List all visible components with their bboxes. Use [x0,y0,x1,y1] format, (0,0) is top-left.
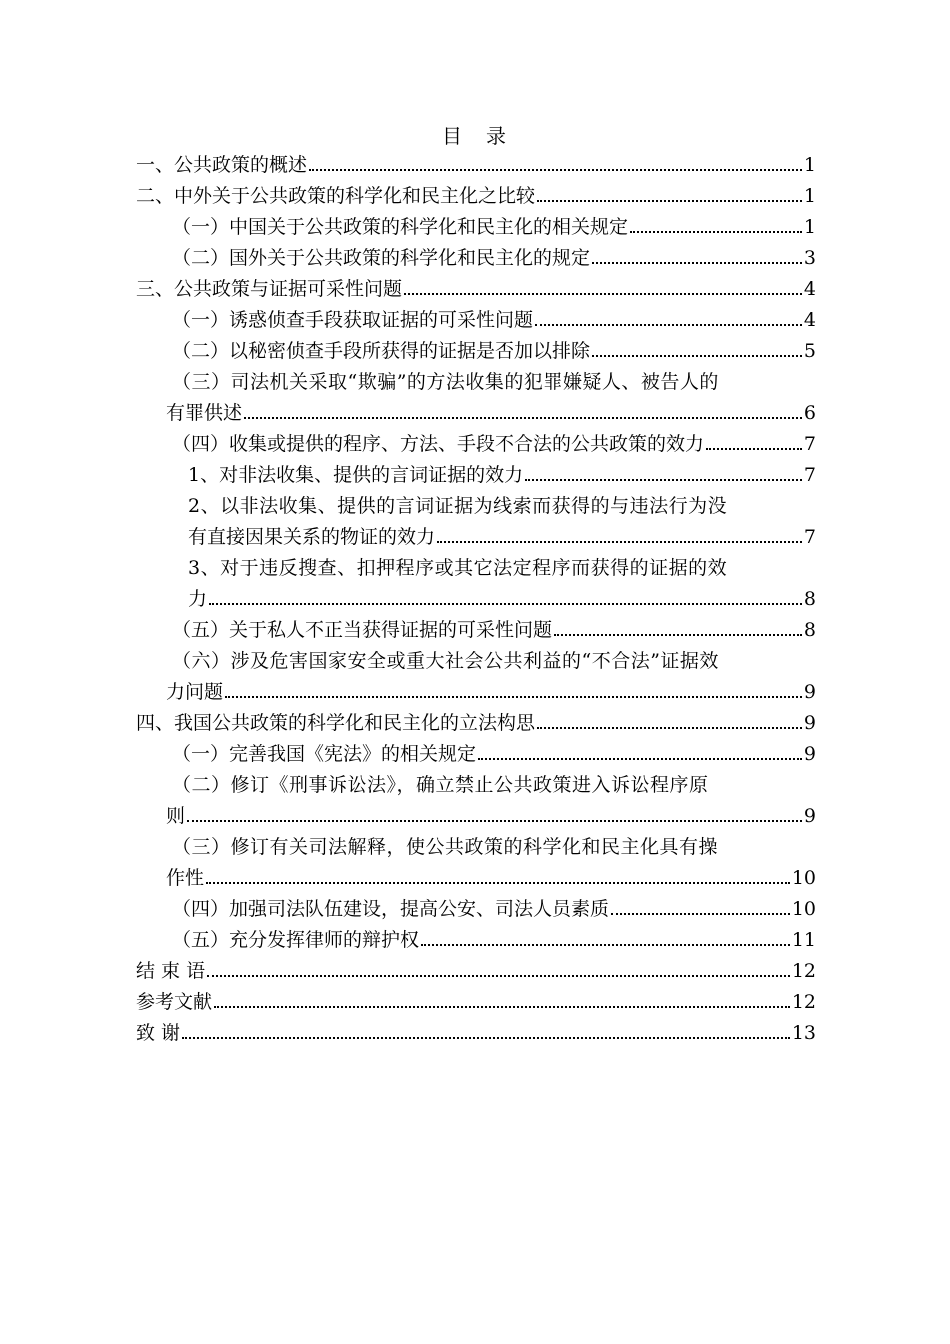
toc-entry[interactable] [136,832,816,894]
toc-entry-label: 1、对非法收集、提供的言词证据的效力 [188,464,524,486]
toc-entry-page: 5 [803,340,816,362]
toc-entry[interactable] [136,615,816,646]
toc-entry-label: 四、我国公共政策的科学化和民主化的立法构思 [136,712,536,734]
toc-entry-label: 结 束 语 [136,960,206,982]
toc-entry[interactable] [136,925,816,956]
toc-entry[interactable] [136,708,816,739]
dot-leader [404,293,802,295]
toc-entry-page: 9 [803,712,816,734]
toc-entry-page: 10 [791,898,816,920]
toc-entry-label: （二）国外关于公共政策的科学化和民主化的规定 [172,247,591,269]
toc-entry-page: 11 [791,929,816,951]
toc-entry-label-line1: （三）修订有关司法解释，使公共政策的科学化和民主化具有操 [172,836,719,858]
toc-entry-page: 1 [803,154,816,176]
toc-entry-page: 13 [791,1022,816,1044]
toc-entry-page: 12 [791,991,816,1013]
toc-entry-label-line2: 有罪供述 [166,402,243,424]
toc-entry-label: 三、公共政策与证据可采性问题 [136,278,403,300]
toc-entry[interactable] [136,739,816,770]
toc-entry-label: （五）关于私人不正当获得证据的可采性问题 [172,619,553,641]
toc-entry[interactable] [136,956,816,987]
toc-entry[interactable] [136,181,816,212]
toc-entry-label-line1: （二）修订《刑事诉讼法》，确立禁止公共政策进入诉讼程序原 [172,774,709,796]
dot-leader [187,820,802,822]
toc-entry[interactable] [136,429,816,460]
toc-entry-label-line2: 力 [188,588,208,610]
toc-entry-page: 8 [803,588,816,610]
dot-leader [630,231,802,233]
toc-entry-page: 6 [803,402,816,424]
dot-leader [214,1006,790,1008]
toc-entry-label: （四）收集或提供的程序、方法、手段不合法的公共政策的效力 [172,433,705,455]
toc-entry[interactable] [136,243,816,274]
toc-entry[interactable] [136,367,816,429]
dot-leader [706,448,802,450]
toc-entry[interactable] [136,305,816,336]
toc-entry[interactable] [136,460,816,491]
dot-leader [554,634,802,636]
toc-entry-page: 8 [803,619,816,641]
table-of-contents [136,150,816,1049]
dot-leader [592,262,802,264]
dot-leader [592,355,802,357]
toc-entry-page: 9 [803,681,816,703]
toc-entry-label: 一、公共政策的概述 [136,154,308,176]
toc-entry-page: 9 [803,743,816,765]
toc-entry-label: 二、中外关于公共政策的科学化和民主化之比较 [136,185,536,207]
toc-entry-label-line1: （六）涉及危害国家安全或重大社会公共利益的“不合法”证据效 [172,650,719,672]
toc-entry-label: 致 谢 [136,1022,181,1044]
toc-entry-label: （一）中国关于公共政策的科学化和民主化的相关规定 [172,216,629,238]
dot-leader [207,975,790,977]
toc-entry-label: （一）完善我国《宪法》的相关规定 [172,743,477,765]
dot-leader [421,944,790,946]
toc-entry[interactable] [136,491,816,553]
toc-entry-page: 10 [791,867,816,889]
toc-entry-label: （五）充分发挥律师的辩护权 [172,929,420,951]
toc-entry-label-line2: 则 [166,805,186,827]
toc-entry-label-line2: 有直接因果关系的物证的效力 [188,526,436,548]
toc-entry[interactable] [136,150,816,181]
toc-entry-label-line1: 2、以非法收集、提供的言词证据为线索而获得的与违法行为没 [188,495,728,517]
toc-entry-page: 9 [803,805,816,827]
dot-leader [309,169,802,171]
dot-leader [478,758,802,760]
toc-entry[interactable] [136,646,816,708]
dot-leader [525,479,802,481]
toc-entry[interactable] [136,336,816,367]
toc-entry-label: （二）以秘密侦查手段所获得的证据是否加以排除 [172,340,591,362]
toc-entry[interactable] [136,212,816,243]
toc-entry-label: （四）加强司法队伍建设，提高公安、司法人员素质 [172,898,610,920]
dot-leader [535,324,802,326]
dot-leader [437,541,802,543]
toc-entry-label: （一）诱惑侦查手段获取证据的可采性问题 [172,309,534,331]
dot-leader [225,696,802,698]
toc-entry[interactable] [136,274,816,305]
toc-entry-page: 7 [803,433,816,455]
toc-entry[interactable] [136,894,816,925]
toc-entry-label-line1: 3、对于违反搜查、扣押程序或其它法定程序而获得的证据的效 [188,557,728,579]
dot-leader [206,882,790,884]
dot-leader [537,727,802,729]
toc-entry-label-line2: 力问题 [166,681,224,703]
toc-entry[interactable] [136,553,816,615]
dot-leader [611,913,790,915]
toc-entry-page: 4 [803,278,816,300]
toc-entry-page: 1 [803,216,816,238]
toc-entry-page: 4 [803,309,816,331]
dot-leader [182,1037,790,1039]
toc-entry-label: 参考文献 [136,991,213,1013]
toc-entry-page: 12 [791,960,816,982]
toc-entry-label-line2: 作性 [166,867,205,889]
dot-leader [244,417,802,419]
toc-entry[interactable] [136,1018,816,1049]
toc-entry[interactable] [136,770,816,832]
dot-leader [537,200,802,202]
toc-entry-page: 1 [803,185,816,207]
toc-entry-page: 3 [803,247,816,269]
dot-leader [209,603,802,605]
toc-entry[interactable] [136,987,816,1018]
toc-entry-page: 7 [803,464,816,486]
toc-title: 目 录 [442,124,508,148]
toc-entry-page: 7 [803,526,816,548]
toc-entry-label-line1: （三）司法机关采取“欺骗”的方法收集的犯罪嫌疑人、被告人的 [172,371,719,393]
